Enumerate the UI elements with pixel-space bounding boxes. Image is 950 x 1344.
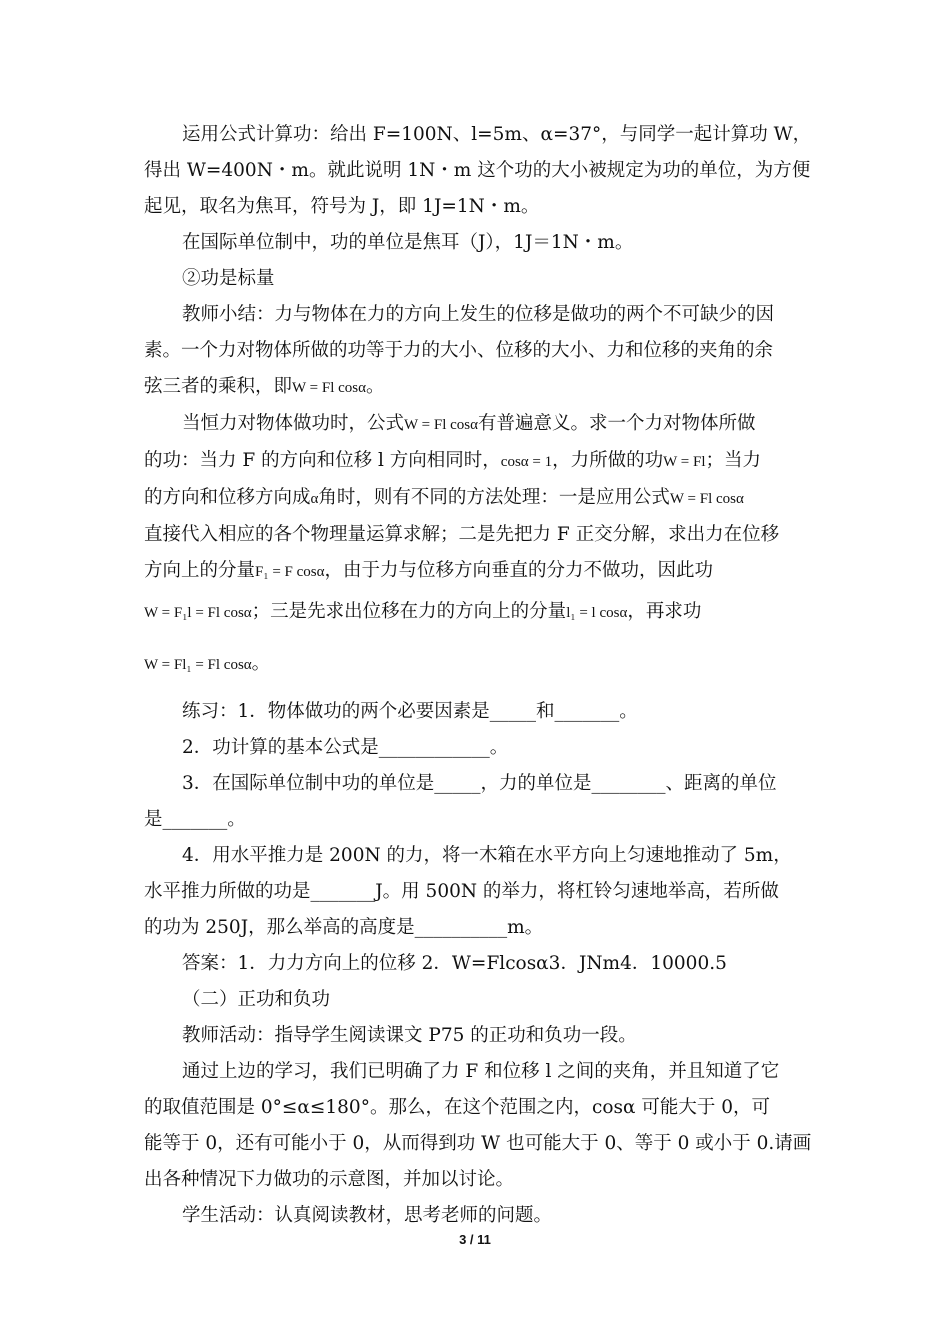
paragraph-line: 的取值范围是 0°≤α≤180°。那么，在这个范围之内，cosα 可能大于 0，可 xyxy=(144,1097,770,1118)
formula: W = Fl cosα xyxy=(292,380,366,396)
paragraph-line: 当恒力对物体做功时，公式W = Fl cosα有普遍意义。求一个力对物体所做 xyxy=(182,413,756,434)
paragraph-line: 在国际单位制中，功的单位是焦耳（J），1J＝1N・m。 xyxy=(182,232,634,253)
paragraph-line: 教师小结：力与物体在力的方向上发生的位移是做功的两个不可缺少的因 xyxy=(182,304,775,325)
exercise-line: 2．功计算的基本公式是____________。 xyxy=(182,737,509,758)
formula: α xyxy=(310,491,319,507)
exercise-line: 4．用水平推力是 200N 的力，将一木箱在水平方向上匀速地推动了 5m， xyxy=(182,845,792,866)
paragraph-line: 方向上的分量F₁ = F cosα，由于力与位移方向垂直的分力不做功，因此功 xyxy=(144,560,714,581)
formula: W = Fl cosα xyxy=(669,491,744,507)
section-heading: ②功是标量 xyxy=(182,268,275,289)
formula: W = Fl₁ = Fl cosα xyxy=(144,657,252,673)
paragraph-line: 学生活动：认真阅读教材，思考老师的问题。 xyxy=(182,1205,553,1226)
formula: cosα = 1 xyxy=(500,454,553,470)
formula: W = Fl cosα xyxy=(404,417,478,433)
paragraph-line: W = Fl₁ = Fl cosα。 xyxy=(144,653,271,674)
paragraph-line: 弦三者的乘积，即W = Fl cosα。 xyxy=(144,376,385,397)
paragraph-line: 得出 W=400N・m。就此说明 1N・m 这个功的大小被规定为功的单位，为方便 xyxy=(144,160,811,181)
answer-line: 答案：1．力力方向上的位移 2．W=Flcosα3．JNm4．10000.5 xyxy=(182,953,727,974)
paragraph-line: W = F₁l = Fl cosα；三是先求出位移在力的方向上的分量l₁ = l cosα，再求功 xyxy=(144,601,702,622)
paragraph-line: 素。一个力对物体所做的功等于力的大小、位移的大小、力和位移的夹角的余 xyxy=(144,340,774,361)
formula: W = Fl xyxy=(663,454,706,470)
page-number: 3 / 11 xyxy=(459,1232,491,1247)
formula: W = F₁l = Fl cosα xyxy=(144,605,252,621)
paragraph-line: 教师活动：指导学生阅读课文 P75 的正功和负功一段。 xyxy=(182,1025,637,1046)
formula: l₁ = l cosα xyxy=(566,605,628,621)
paragraph-line: 能等于 0，还有可能小于 0，从而得到功 W 也可能大于 0、等于 0 或小于 0.请画 xyxy=(144,1133,812,1154)
paragraph-line: 通过上边的学习，我们已明确了力 F 和位移 l 之间的夹角，并且知道了它 xyxy=(182,1061,780,1082)
paragraph-line: 的方向和位移方向成α角时，则有不同的方法处理：一是应用公式W = Fl cosα xyxy=(144,487,744,508)
paragraph-line: 起见，取名为焦耳，符号为 J，即 1J=1N・m。 xyxy=(144,196,540,217)
section-heading: （二）正功和负功 xyxy=(182,989,331,1010)
paragraph-line: 出各种情况下力做功的示意图，并加以讨论。 xyxy=(144,1169,515,1190)
page-body xyxy=(144,117,814,1234)
paragraph-line: 的功：当力 F 的方向和位移 l 方向相同时，cosα = 1，力所做的功W = Fl；当力 xyxy=(144,450,761,471)
exercise-line: 水平推力所做的功是_______J。用 500N 的举力，将杠铃匀速地举高，若所做 xyxy=(144,881,779,902)
paragraph-line: 直接代入相应的各个物理量运算求解；二是先把力 F 正交分解，求出力在位移 xyxy=(144,524,780,545)
exercise-line: 是_______。 xyxy=(144,809,246,830)
exercise-line: 3．在国际单位制中功的单位是_____，力的单位是________、距离的单位 xyxy=(182,773,777,794)
paragraph-line: 运用公式计算功：给出 F=100N、l=5m、α=37°，与同学一起计算功 W， xyxy=(182,124,812,145)
exercise-line: 练习：1．物体做功的两个必要因素是_____和_______。 xyxy=(182,701,638,722)
exercise-line: 的功为 250J，那么举高的高度是__________m。 xyxy=(144,917,544,938)
formula: F₁ = F cosα xyxy=(255,564,325,580)
